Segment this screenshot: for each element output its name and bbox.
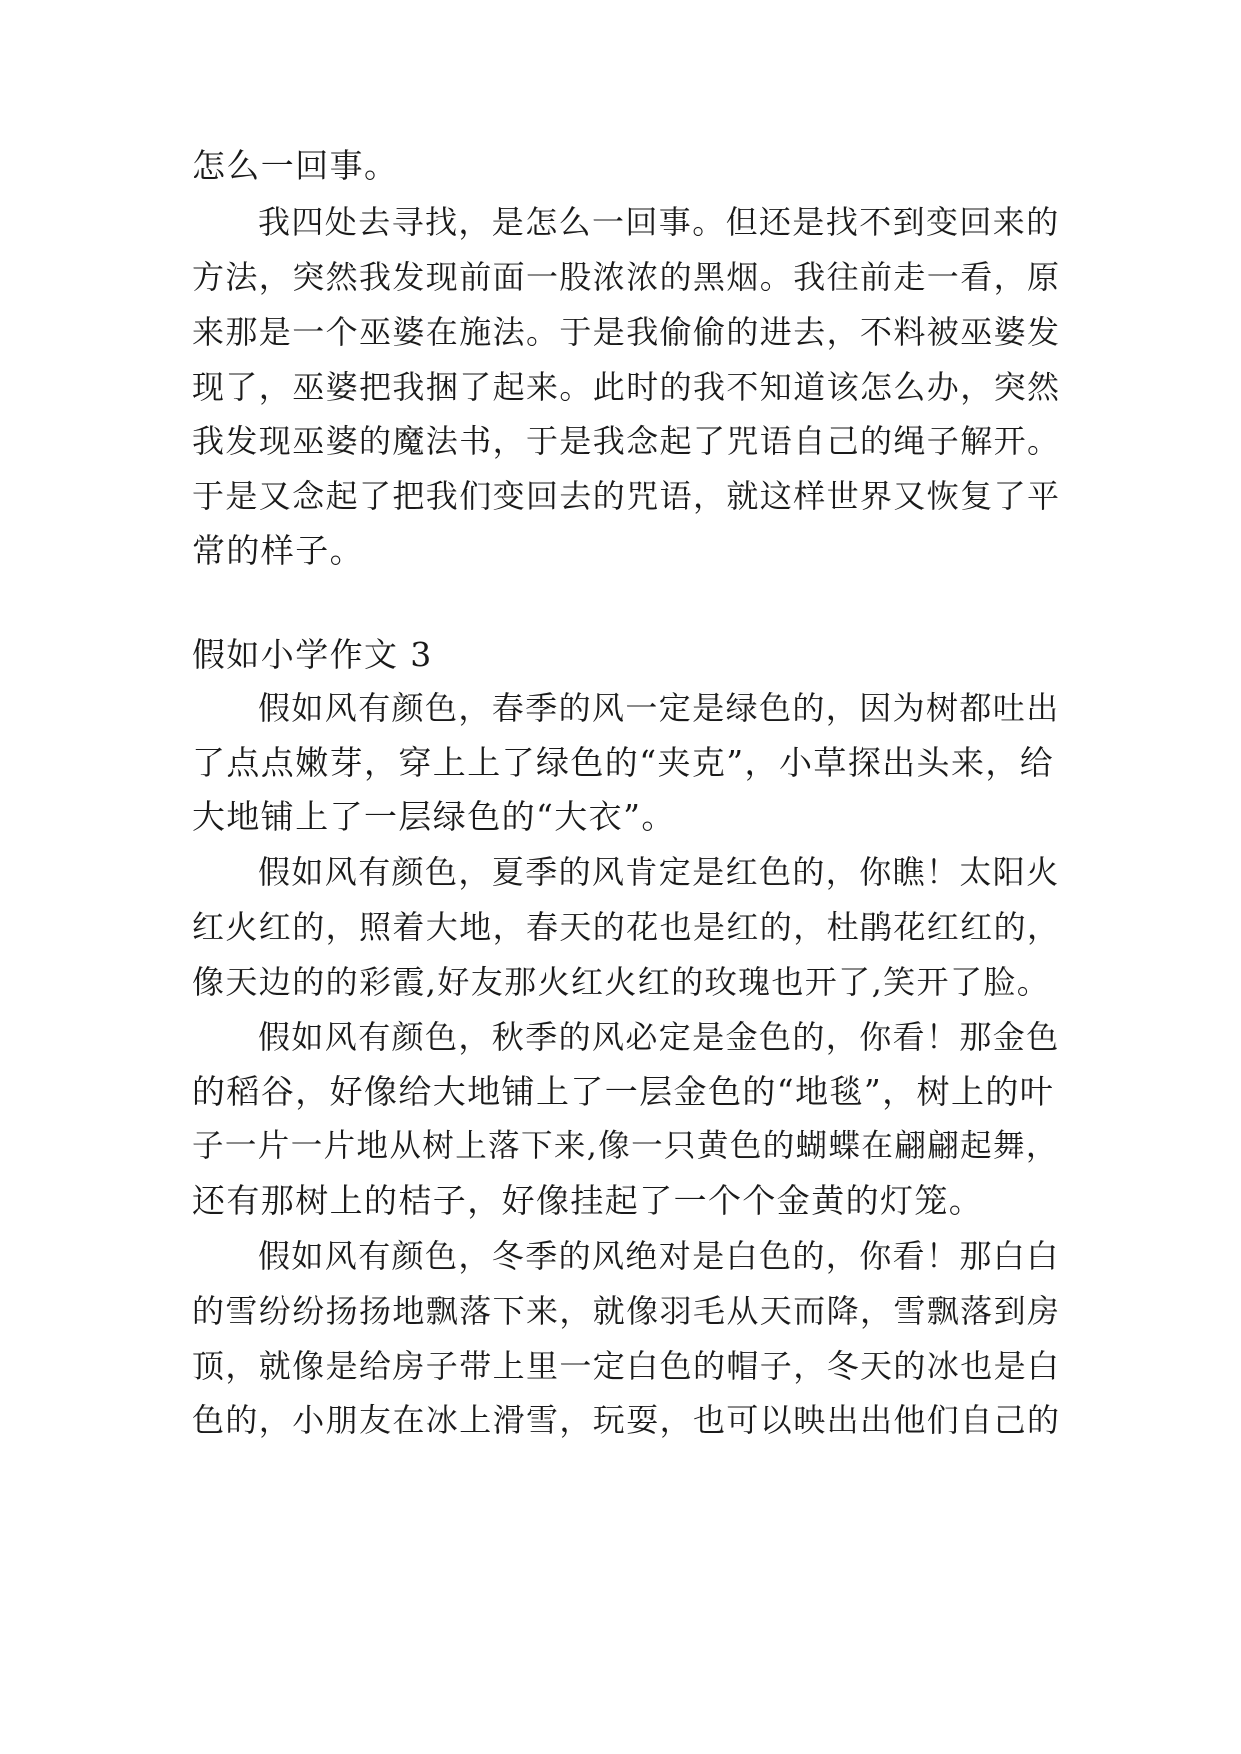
text-line: 顶，就像是给房子带上里一定白色的帽子，冬天的冰也是白 bbox=[192, 1347, 1061, 1385]
text-line: 的稻谷，好像给大地铺上了一层金色的“地毯”，树上的叶 bbox=[192, 1072, 1055, 1111]
text-line: 我发现巫婆的魔法书，于是我念起了咒语自己的绳子解开。 bbox=[192, 422, 1061, 460]
text-line: 色的，小朋友在冰上滑雪，玩耍，也可以映出出他们自己的 bbox=[192, 1401, 1061, 1439]
paragraph-first-line: 假如风有颜色，冬季的风绝对是白色的，你看！那白白 bbox=[258, 1237, 1060, 1275]
paragraph-first-line: 我四处去寻找，是怎么一回事。但还是找不到变回来的 bbox=[258, 203, 1060, 241]
text-line: 方法，突然我发现前面一股浓浓的黑烟。我往前走一看，原 bbox=[192, 258, 1061, 296]
paragraph-first-line: 假如风有颜色，夏季的风肯定是红色的，你瞧！太阳火 bbox=[258, 853, 1060, 891]
essay-title: 假如小学作文 3 bbox=[192, 635, 433, 674]
text-line: 像天边的的彩霞,好友那火红火红的玫瑰也开了,笑开了脸。 bbox=[192, 963, 1051, 1001]
text-line: 还有那树上的桔子，好像挂起了一个个金黄的灯笼。 bbox=[192, 1181, 984, 1220]
text-line: 来那是一个巫婆在施法。于是我偷偷的进去，不料被巫婆发 bbox=[192, 313, 1061, 351]
text-line: 大地铺上了一层绿色的“大衣”。 bbox=[192, 797, 676, 836]
text-line: 了点点嫩芽，穿上上了绿色的“夹克”，小草探出头来，给 bbox=[192, 743, 1055, 782]
paragraph-first-line: 假如风有颜色，秋季的风必定是金色的，你看！那金色 bbox=[258, 1018, 1060, 1056]
text-line: 怎么一回事。 bbox=[192, 146, 399, 185]
text-line: 常的样子。 bbox=[192, 531, 364, 570]
text-line: 于是又念起了把我们变回去的咒语，就这样世界又恢复了平 bbox=[192, 477, 1061, 515]
text-line: 现了，巫婆把我捆了起来。此时的我不知道该怎么办，突然 bbox=[192, 368, 1061, 406]
text-line: 的雪纷纷扬扬地飘落下来，就像羽毛从天而降，雪飘落到房 bbox=[192, 1292, 1061, 1330]
text-line: 红火红的，照着大地，春天的花也是红的，杜鹃花红红的， bbox=[192, 908, 1061, 946]
text-line: 子一片一片地从树上落下来,像一只黄色的蝴蝶在翩翩起舞， bbox=[192, 1128, 1059, 1164]
paragraph-first-line: 假如风有颜色，春季的风一定是绿色的，因为树都吐出 bbox=[258, 689, 1060, 727]
